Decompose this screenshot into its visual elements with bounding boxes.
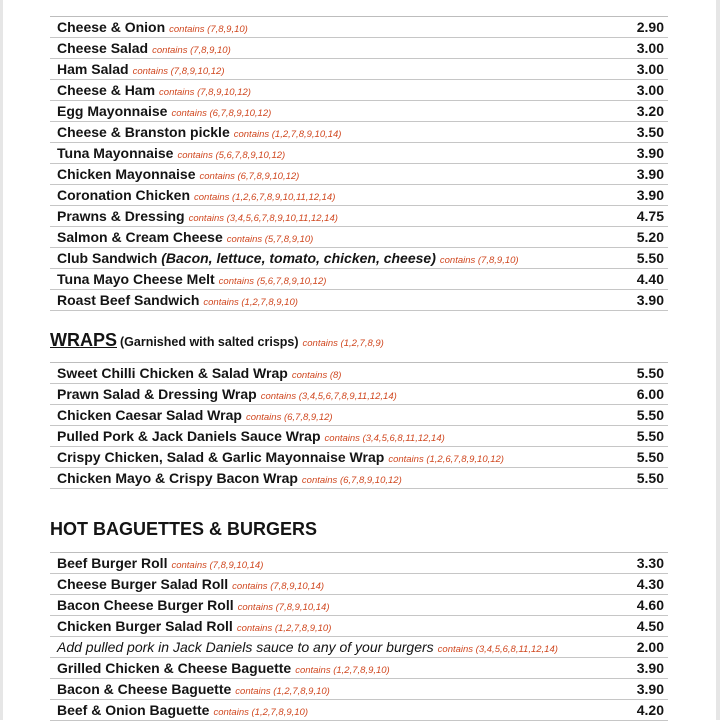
menu-item-cell (57, 206, 338, 229)
menu-item-cell (57, 290, 298, 313)
menu-item-row (50, 101, 668, 122)
allergen-note: contains (5,7,8,9,10) (226, 234, 314, 245)
menu-item-cell (57, 363, 341, 386)
menu-item-row (50, 269, 668, 290)
menu-item-cell (57, 595, 330, 618)
menu-item-price: 3.00 (636, 61, 664, 77)
menu-item-name: Prawns & Dressing (57, 208, 185, 224)
menu-item-price: 3.00 (636, 82, 664, 98)
menu-item-price: 4.60 (636, 597, 664, 613)
menu-item-row (50, 290, 668, 311)
menu-item-cell (57, 164, 299, 187)
menu-item-name: Ham Salad (57, 61, 129, 77)
menu-item-cell (57, 80, 251, 103)
menu-item-price: 4.50 (636, 618, 664, 634)
menu-item-row (50, 405, 668, 426)
menu-item-row (50, 658, 668, 679)
menu-item-row (50, 595, 668, 616)
menu-item-row (50, 248, 668, 269)
sandwich-menu-table (50, 16, 668, 311)
allergen-note: contains (1,2,6,7,8,9,10,11,12,14) (194, 192, 336, 203)
menu-item-row (50, 426, 668, 447)
menu-item-price: 3.00 (636, 40, 664, 56)
menu-item-price: 3.90 (636, 145, 664, 161)
menu-item-name: Chicken Caesar Salad Wrap (57, 407, 242, 423)
allergen-note: contains (5,6,7,8,9,10,12) (218, 276, 327, 287)
menu-item-cell (57, 227, 313, 250)
allergen-note: contains (7,8,9,10,12) (132, 66, 225, 77)
allergen-note: contains (7,8,9,10) (169, 24, 248, 35)
menu-item-row (50, 700, 668, 721)
menu-item-name: Tuna Mayo Cheese Melt (57, 271, 215, 287)
menu-item-price: 3.90 (636, 166, 664, 182)
page-edge-left (0, 0, 3, 720)
allergen-note: contains (1,2,7,8,9,10,14) (233, 129, 342, 140)
allergen-note: contains (6,7,8,9,12) (245, 412, 333, 423)
allergen-note: contains (3,4,5,6,7,8,9,11,12,14) (260, 391, 397, 402)
menu-item-row (50, 227, 668, 248)
allergen-note: contains (3,4,5,6,8,11,12,14) (324, 433, 445, 444)
menu-item-price: 4.20 (636, 702, 664, 718)
menu-item-name: Chicken Mayonnaise (57, 166, 196, 182)
menu-item-row (50, 164, 668, 185)
menu-item-price: 5.50 (636, 428, 664, 444)
menu-item-name: Coronation Chicken (57, 187, 191, 203)
menu-item-name: Add pulled pork in Jack Daniels sauce to any of your burgers (57, 639, 434, 655)
allergen-note: contains (7,8,9,10) (152, 45, 231, 56)
menu-item-row (50, 17, 668, 38)
menu-item-price: 2.90 (636, 19, 664, 35)
wraps-allergen-note: contains (1,2,7,8,9) (302, 338, 384, 349)
menu-item-row (50, 679, 668, 700)
menu-item-name: Crispy Chicken, Salad & Garlic Mayonnaise Wrap (57, 449, 385, 465)
menu-item-name: Cheese Salad (57, 40, 149, 56)
allergen-note: contains (7,8,9,10,14) (171, 560, 264, 571)
wraps-menu-table (50, 362, 668, 489)
menu-item-name: Chicken Mayo & Crispy Bacon Wrap (57, 470, 298, 486)
allergen-note: contains (1,2,6,7,8,9,10,12) (388, 454, 504, 465)
menu-item-name: Egg Mayonnaise (57, 103, 168, 119)
menu-item-name: Chicken Burger Salad Roll (57, 618, 233, 634)
menu-item-row (50, 143, 668, 164)
menu-item-name: Bacon Cheese Burger Roll (57, 597, 234, 613)
wraps-subtitle: (Garnished with salted crisps) (120, 335, 299, 349)
menu-item-name: Bacon & Cheese Baguette (57, 681, 232, 697)
menu-item-cell (57, 59, 225, 82)
menu-item-price: 5.50 (636, 365, 664, 381)
menu-item-row (50, 574, 668, 595)
menu-item-price: 5.50 (636, 449, 664, 465)
hot-section-heading: HOT BAGUETTES & BURGERS (50, 519, 318, 539)
menu-item-price: 3.20 (636, 103, 664, 119)
allergen-note: contains (6,7,8,9,10,12) (171, 108, 272, 119)
allergen-note: contains (3,4,5,6,7,8,9,10,11,12,14) (188, 213, 338, 224)
allergen-note: contains (6,7,8,9,10,12) (199, 171, 300, 182)
menu-item-note: (Bacon, lettuce, tomato, chicken, cheese) (161, 250, 436, 266)
page-edge-right (716, 0, 720, 720)
menu-item-name: Prawn Salad & Dressing Wrap (57, 386, 257, 402)
menu-item-name: Cheese & Branston pickle (57, 124, 230, 140)
menu-item-cell (57, 553, 263, 576)
menu-item-cell (57, 637, 558, 660)
menu-item-name: Pulled Pork & Jack Daniels Sauce Wrap (57, 428, 321, 444)
menu-item-row (50, 206, 668, 227)
menu-item-cell (57, 616, 331, 639)
allergen-note: contains (7,8,9,10) (439, 255, 519, 266)
wraps-title: WRAPS (50, 330, 117, 350)
menu-item-row (50, 122, 668, 143)
menu-item-price: 4.75 (636, 208, 664, 224)
menu-item-name: Salmon & Cream Cheese (57, 229, 223, 245)
menu-item-row (50, 384, 668, 405)
menu-item-row (50, 447, 668, 468)
menu-item-name: Beef Burger Roll (57, 555, 168, 571)
menu-item-row (50, 185, 668, 206)
allergen-note: contains (3,4,5,6,8,11,12,14) (437, 644, 558, 655)
menu-item-name: Tuna Mayonnaise (57, 145, 174, 161)
menu-item-cell (57, 574, 324, 597)
menu-item-cell (57, 384, 397, 407)
menu-item-cell (57, 658, 390, 681)
menu-item-price: 3.50 (636, 124, 664, 140)
menu-item-cell (57, 447, 504, 470)
allergen-note: contains (8) (291, 370, 342, 381)
menu-item-name: Cheese Burger Salad Roll (57, 576, 229, 592)
menu-item-cell (57, 185, 335, 208)
menu-item-cell (57, 122, 341, 145)
menu-item-price: 3.30 (636, 555, 664, 571)
menu-item-row (50, 80, 668, 101)
allergen-note: contains (6,7,8,9,10,12) (301, 475, 402, 486)
menu-item-cell (57, 248, 519, 271)
menu-item-name: Club Sandwich (57, 250, 158, 266)
menu-item-name: Roast Beef Sandwich (57, 292, 200, 308)
menu-item-price: 3.90 (636, 292, 664, 308)
menu-item-price: 5.50 (636, 470, 664, 486)
allergen-note: contains (1,2,7,8,9,10) (236, 623, 332, 634)
menu-item-price: 5.20 (636, 229, 664, 245)
menu-item-cell (57, 143, 285, 166)
menu-item-row (50, 616, 668, 637)
allergen-note: contains (1,2,7,8,9,10) (213, 707, 309, 718)
allergen-note: contains (7,8,9,10,14) (232, 581, 325, 592)
menu-item-price: 5.50 (636, 407, 664, 423)
menu-item-cell (57, 426, 445, 449)
allergen-note: contains (1,2,7,8,9,10) (203, 297, 298, 308)
allergen-note: contains (7,8,9,10,12) (159, 87, 251, 98)
menu-item-cell (57, 101, 271, 124)
menu-item-cell (57, 17, 248, 40)
menu-item-name: Beef & Onion Baguette (57, 702, 210, 718)
menu-item-row (50, 363, 668, 384)
menu-item-name: Sweet Chilli Chicken & Salad Wrap (57, 365, 288, 381)
menu-item-cell (57, 468, 402, 491)
allergen-note: contains (1,2,7,8,9,10) (235, 686, 330, 697)
wraps-section-heading (50, 330, 384, 351)
menu-item-row (50, 637, 668, 658)
menu-item-row (50, 468, 668, 489)
menu-item-cell (57, 38, 231, 61)
menu-item-cell (57, 679, 330, 702)
menu-item-cell (57, 405, 333, 428)
menu-item-name: Cheese & Onion (57, 19, 166, 35)
menu-item-price: 5.50 (636, 250, 664, 266)
allergen-note: contains (7,8,9,10,14) (237, 602, 330, 613)
menu-item-name: Grilled Chicken & Cheese Baguette (57, 660, 292, 676)
menu-item-name: Cheese & Ham (57, 82, 156, 98)
menu-item-price: 3.90 (636, 187, 664, 203)
menu-item-price: 3.90 (636, 681, 664, 697)
menu-item-price: 4.40 (636, 271, 664, 287)
menu-item-row (50, 38, 668, 59)
menu-item-row (50, 59, 668, 80)
allergen-note: contains (1,2,7,8,9,10) (295, 665, 390, 676)
menu-item-price: 2.00 (636, 639, 664, 655)
allergen-note: contains (5,6,7,8,9,10,12) (177, 150, 286, 161)
menu-item-row (50, 553, 668, 574)
menu-item-price: 6.00 (636, 386, 664, 402)
menu-item-price: 4.30 (636, 576, 664, 592)
hot-menu-table (50, 552, 668, 721)
menu-item-cell (57, 269, 326, 292)
menu-item-price: 3.90 (636, 660, 664, 676)
